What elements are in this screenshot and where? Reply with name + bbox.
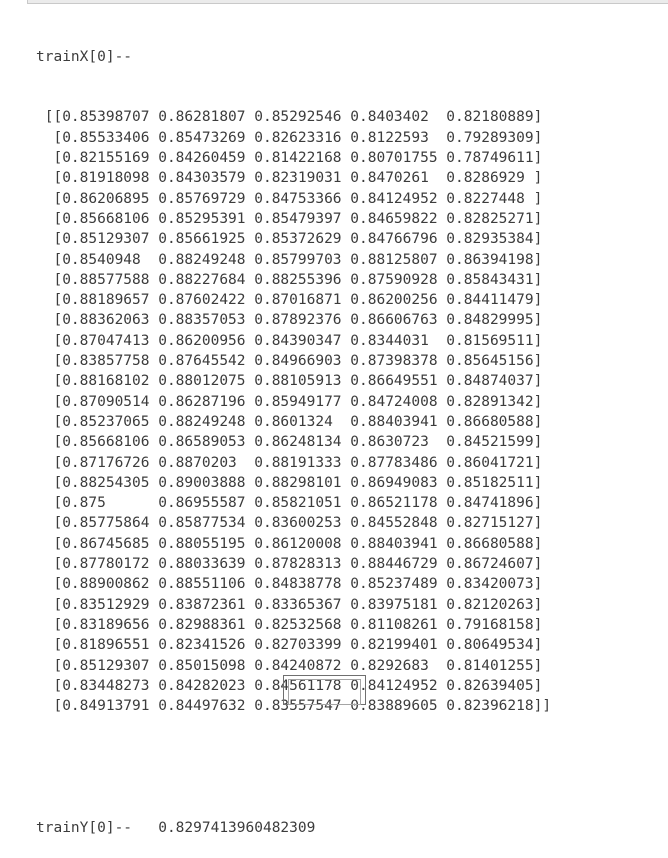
array-row: [0.85129307 0.85661925 0.85372629 0.84766796 0.82935384] [36, 231, 543, 248]
array-row: [0.85668106 0.85295391 0.85479397 0.84659822 0.82825271] [36, 210, 543, 227]
array-row: [0.81896551 0.82341526 0.82703399 0.82199401 0.80649534] [36, 637, 543, 654]
array-row: [0.875 0.86955587 0.85821051 0.86521178 0.84741896] [36, 495, 543, 512]
array-row: [0.88577588 0.88227684 0.88255396 0.87590928 0.85843431] [36, 271, 543, 288]
array-row: [0.88254305 0.89003888 0.88298101 0.86949083 0.85182511] [36, 474, 543, 491]
array-row: [0.86745685 0.88055195 0.86120008 0.88403941 0.86680588] [36, 535, 543, 552]
array-row: [0.83512929 0.83872361 0.83365367 0.83975181 0.82120263] [36, 596, 543, 613]
array-row: [0.88189657 0.87602422 0.87016871 0.86200256 0.84411479] [36, 292, 543, 309]
array-row: [0.81918098 0.84303579 0.82319031 0.8470261 0.8286929 ] [36, 170, 543, 187]
trainy-value: 0.8297413960482309 [158, 819, 316, 836]
array-row: [0.8540948 0.88249248 0.85799703 0.88125807 0.86394198] [36, 251, 543, 268]
array-row: [0.85237065 0.88249248 0.8601324 0.88403941 0.86680588] [36, 413, 543, 430]
array-row: [0.88362063 0.88357053 0.87892376 0.86606763 0.84829995] [36, 312, 543, 329]
array-row: [0.82155169 0.84260459 0.81422168 0.80701755 0.78749611] [36, 150, 543, 167]
array-row: [0.88168102 0.88012075 0.88105913 0.86649551 0.84874037] [36, 373, 543, 390]
trainx-label: trainX[0]-- [36, 48, 133, 65]
array-row: [0.83857758 0.87645542 0.84966903 0.87398378 0.85645156] [36, 353, 543, 370]
array-row: [0.88900862 0.88551106 0.84838778 0.85237489 0.83420073] [36, 576, 543, 593]
array-row: [0.85129307 0.85015098 0.84240872 0.8292683 0.81401255] [36, 657, 543, 674]
array-row: [0.85533406 0.85473269 0.82623316 0.8122593 0.79289309] [36, 129, 543, 146]
array-row: [0.83448273 0.84282023 0.84561178 0.84124952 0.82639405] [36, 677, 543, 694]
blank-line [36, 757, 551, 777]
trainx-array [36, 107, 551, 716]
array-row: [0.87780172 0.88033639 0.87828313 0.88446729 0.86724607] [36, 556, 543, 573]
array-row: [0.85668106 0.86589053 0.86248134 0.8630723 0.84521599] [36, 434, 543, 451]
trainy-line [36, 818, 551, 838]
array-row: [0.83189656 0.82988361 0.82532568 0.81108261 0.79168158] [36, 616, 543, 633]
array-row: [0.84913791 0.84497632 0.83557547 0.83889605 0.82396218]] [36, 698, 552, 715]
array-row: [[0.85398707 0.86281807 0.85292546 0.8403402 0.82180889] [36, 109, 543, 126]
array-row: [0.86206895 0.85769729 0.84753366 0.84124952 0.8227448 ] [36, 190, 543, 207]
cutoff-popup-box-inner [288, 679, 361, 705]
array-row: [0.87047413 0.86200956 0.84390347 0.8344031 0.81569511] [36, 332, 543, 349]
array-row: [0.87176726 0.8870203 0.88191333 0.87783486 0.86041721] [36, 454, 543, 471]
trainy-label: trainY[0]-- [36, 819, 133, 836]
array-row: [0.85775864 0.85877534 0.83600253 0.84552848 0.82715127] [36, 515, 543, 532]
array-row: [0.87090514 0.86287196 0.85949177 0.84724008 0.82891342] [36, 393, 543, 410]
